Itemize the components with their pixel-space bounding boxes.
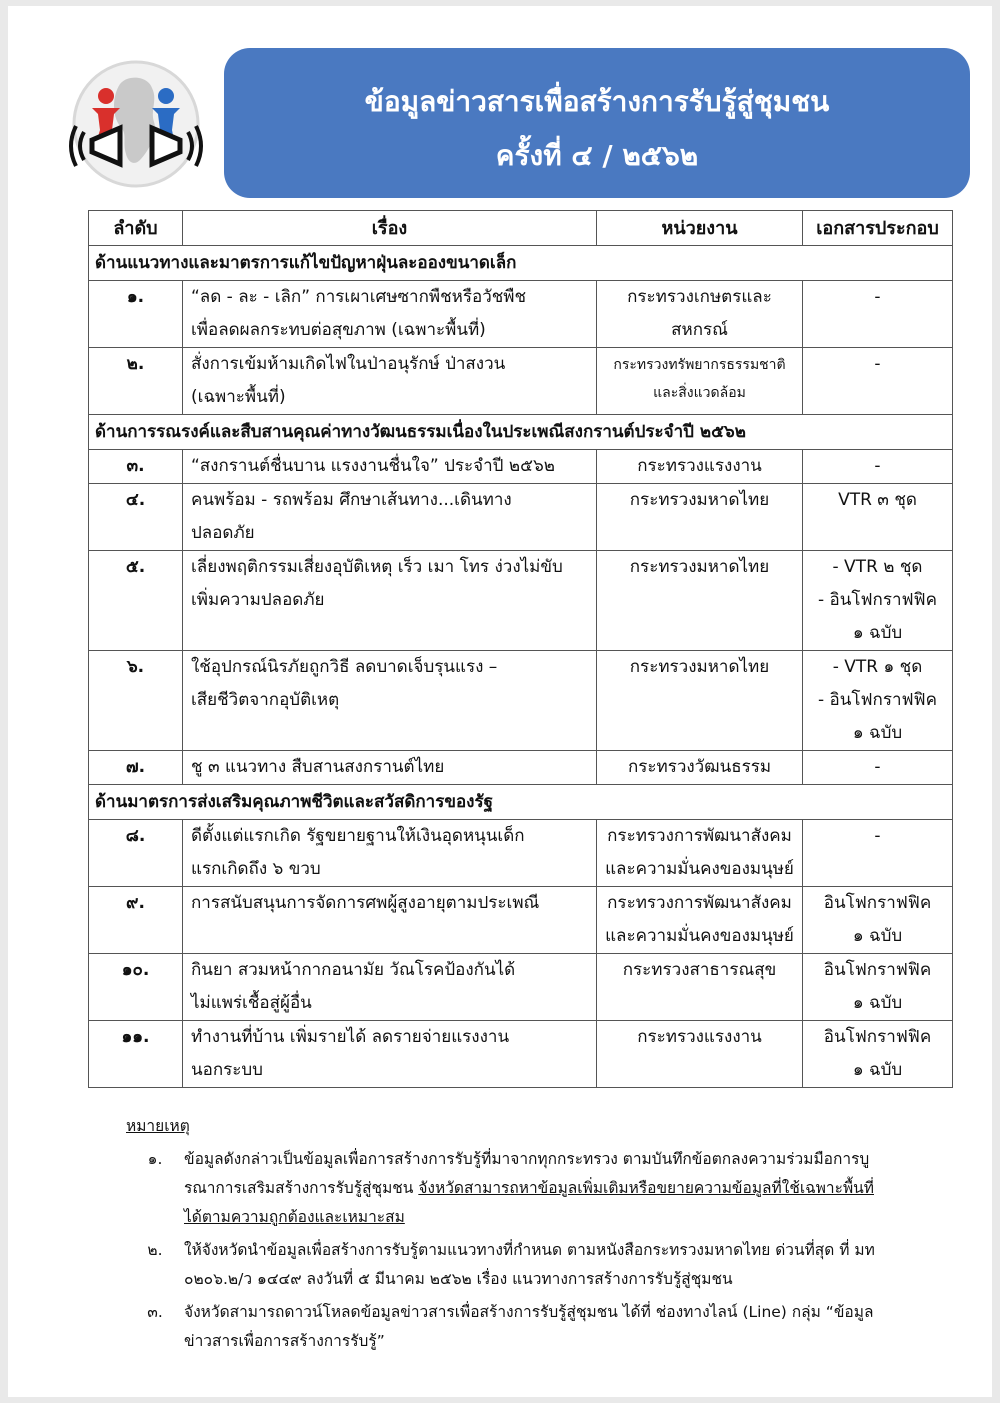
agency-line: และความมั่นคงของมนุษย์ <box>605 926 794 946</box>
attachment-line: - <box>874 354 881 374</box>
topic-line: ดีตั้งแต่แรกเกิด รัฐขยายฐานให้เงินอุดหนุนเด็ก <box>191 826 525 846</box>
table-row <box>89 348 953 415</box>
table-row <box>89 820 953 887</box>
row-topic <box>183 450 597 484</box>
remark-number: ๓. <box>147 1303 163 1321</box>
topic-line: เลี่ยงพฤติกรรมเสี่ยงอุบัติเหตุ เร็ว เมา โทร ง่วงไม่ขับ <box>191 557 563 577</box>
topic-line: เพิ่มความปลอดภัย <box>191 590 325 610</box>
column-header-order: ลำดับ <box>89 211 183 246</box>
agency-line: กระทรวงเกษตรและ <box>627 287 772 307</box>
table-row <box>89 450 953 484</box>
topic-line: ทำงานที่บ้าน เพิ่มรายได้ ลดรายจ่ายแรงงาน <box>191 1027 510 1047</box>
agency-line: กระทรวงทรัพยากรธรรมชาติ <box>613 357 786 373</box>
attachment-line: - VTR ๒ ชุด <box>832 557 923 577</box>
section-row <box>89 785 953 820</box>
attachment-line: - <box>874 287 881 307</box>
attachment-line: - อินโฟกราฟฟิค <box>818 590 937 610</box>
agency-line: กระทรวงสาธารณสุข <box>622 960 777 980</box>
topic-line: เพื่อลดผลกระทบต่อสุขภาพ (เฉพาะพื้นที่) <box>191 320 486 340</box>
row-agency <box>597 751 803 785</box>
agency-line: กระทรวงแรงงาน <box>637 1027 762 1047</box>
topic-line: นอกระบบ <box>191 1060 263 1080</box>
attachment-line: อินโฟกราฟฟิค <box>823 960 932 980</box>
topic-line: ใช้อุปกรณ์นิรภัยถูกวิธี ลดบาดเจ็บรุนแรง – <box>191 657 498 677</box>
agency-line: กระทรวงการพัฒนาสังคม <box>607 893 792 913</box>
attachment-line: ๑ ฉบับ <box>852 1060 903 1080</box>
row-number: ๙. <box>89 887 183 954</box>
remarks-section <box>126 1112 886 1360</box>
remark-text <box>184 1145 886 1232</box>
attachment-line: ๑ ฉบับ <box>852 993 903 1013</box>
attachment-line: - <box>874 757 881 777</box>
table-row <box>89 1021 953 1088</box>
topic-line: คนพร้อม - รถพร้อม ศึกษาเส้นทาง...เดินทาง <box>191 490 512 510</box>
row-attachments <box>803 551 953 651</box>
row-attachments <box>803 820 953 887</box>
row-number: ๓. <box>89 450 183 484</box>
agency-line: กระทรวงมหาดไทย <box>629 557 770 577</box>
row-topic <box>183 820 597 887</box>
attachment-line: VTR ๓ ชุด <box>838 490 917 510</box>
table-row <box>89 484 953 551</box>
row-attachments <box>803 450 953 484</box>
remark-item <box>126 1236 886 1294</box>
row-topic <box>183 484 597 551</box>
topic-line: (เฉพาะพื้นที่) <box>191 387 286 407</box>
row-number: ๒. <box>89 348 183 415</box>
row-number: ๑. <box>89 281 183 348</box>
column-header-topic: เรื่อง <box>183 211 597 246</box>
agency-line: และความมั่นคงของมนุษย์ <box>605 859 794 879</box>
agency-line: กระทรวงมหาดไทย <box>629 490 770 510</box>
page-title: ข้อมูลข่าวสารเพื่อสร้างการรับรู้สู่ชุมชน <box>364 85 830 118</box>
agency-line: กระทรวงมหาดไทย <box>629 657 770 677</box>
row-number: ๑๑. <box>89 1021 183 1088</box>
section-title: ด้านการรณรงค์และสืบสานคุณค่าทางวัฒนธรรมเนื่องในประเพณีสงกรานต์ประจำปี ๒๕๖๒ <box>89 415 953 450</box>
section-row <box>89 415 953 450</box>
column-header-attachments: เอกสารประกอบ <box>803 211 953 246</box>
row-attachments <box>803 651 953 751</box>
attachment-line: อินโฟกราฟฟิค <box>823 893 932 913</box>
attachment-line: ๑ ฉบับ <box>852 926 903 946</box>
table-row <box>89 281 953 348</box>
attachment-line: ๑ ฉบับ <box>852 723 903 743</box>
row-attachments <box>803 281 953 348</box>
remark-body: ให้จังหวัดนำข้อมูลเพื่อสร้างการรับรู้ตามแนวทางที่กำหนด ตามหนังสือกระทรวงมหาดไทย ด่วนที่สุด ที่ มท ๐๒๐๖.๒/ว ๑๔๔๙ ลงวันที่ ๕ มีนาคม ๒๕๖๒ เรื่อง แนวทางการสร้างการรับรู้สู่ชุมชน <box>184 1241 875 1288</box>
section-title: ด้านแนวทางและมาตรการแก้ไขปัญหาฝุ่นละอองขนาดเล็ก <box>89 246 953 281</box>
column-header-agency: หน่วยงาน <box>597 211 803 246</box>
agency-line: สหกรณ์ <box>671 320 728 340</box>
row-number: ๕. <box>89 551 183 651</box>
row-attachments <box>803 751 953 785</box>
row-agency <box>597 820 803 887</box>
row-number: ๔. <box>89 484 183 551</box>
attachment-line: อินโฟกราฟฟิค <box>823 1027 932 1047</box>
table-header-row <box>89 211 953 246</box>
community-megaphone-logo-icon <box>62 56 210 196</box>
remark-item <box>126 1298 886 1356</box>
row-agency <box>597 450 803 484</box>
section-row <box>89 246 953 281</box>
row-agency <box>597 348 803 415</box>
topic-line: แรกเกิดถึง ๖ ขวบ <box>191 859 321 879</box>
agency-line: กระทรวงแรงงาน <box>637 456 762 476</box>
section-title: ด้านมาตรการส่งเสริมคุณภาพชีวิตและสวัสดิการของรัฐ <box>89 785 953 820</box>
attachment-line: - อินโฟกราฟฟิค <box>818 690 937 710</box>
attachment-line: - VTR ๑ ชุด <box>832 657 923 677</box>
row-agency <box>597 551 803 651</box>
topic-line: เสียชีวิตจากอุบัติเหตุ <box>191 690 340 710</box>
row-number: ๘. <box>89 820 183 887</box>
title-banner <box>224 48 970 198</box>
remark-text <box>184 1236 886 1294</box>
row-topic <box>183 281 597 348</box>
topic-line: ไม่แพร่เชื้อสู่ผู้อื่น <box>191 993 312 1013</box>
row-agency <box>597 887 803 954</box>
table-row <box>89 887 953 954</box>
row-topic <box>183 348 597 415</box>
row-attachments <box>803 348 953 415</box>
row-topic <box>183 954 597 1021</box>
agency-line: และสิ่งแวดล้อม <box>653 385 746 401</box>
row-topic <box>183 1021 597 1088</box>
row-topic <box>183 887 597 954</box>
attachment-line: ๑ ฉบับ <box>852 623 903 643</box>
topic-line: สั่งการเข้มห้ามเกิดไฟในป่าอนุรักษ์ ป่าสงวน <box>191 354 506 374</box>
row-attachments <box>803 954 953 1021</box>
table-row <box>89 751 953 785</box>
row-number: ๗. <box>89 751 183 785</box>
row-agency <box>597 281 803 348</box>
table-row <box>89 954 953 1021</box>
row-agency <box>597 954 803 1021</box>
attachment-line: - <box>874 456 881 476</box>
remark-number: ๒. <box>147 1241 163 1259</box>
topic-line: ปลอดภัย <box>191 523 255 543</box>
remark-number: ๑. <box>147 1150 163 1168</box>
row-agency <box>597 651 803 751</box>
table-row <box>89 551 953 651</box>
topic-line: ชู ๓ แนวทาง สืบสานสงกรานต์ไทย <box>191 757 445 777</box>
row-agency <box>597 484 803 551</box>
row-topic <box>183 651 597 751</box>
topic-line: การสนับสนุนการจัดการศพผู้สูงอายุตามประเพณี <box>191 893 540 913</box>
row-topic <box>183 751 597 785</box>
row-number: ๑๐. <box>89 954 183 1021</box>
remarks-heading: หมายเหตุ <box>126 1117 190 1135</box>
attachment-line: - <box>874 826 881 846</box>
row-attachments <box>803 484 953 551</box>
remark-body: ข้อมูลดังกล่าวเป็นข้อมูลเพื่อการสร้างการรับรู้ที่มาจากทุกกระทรวง ตามบันทึกข้อตกลงความร่วมมือการบูรณาการเสริมสร้างการรับรู้สู่ชุมชน <box>184 1150 870 1197</box>
remark-underlined: จังหวัดสามารถหาข้อมูลเพิ่มเติมหรือขยายความข้อมูลที่ใช้เฉพาะพื้นที่ได้ตามความถูกต้องและเหมาะสม <box>184 1179 874 1226</box>
agency-line: กระทรวงวัฒนธรรม <box>627 757 772 777</box>
topic-line: “ลด - ละ - เลิก” การเผาเศษซากพืชหรือวัชพืช <box>191 287 527 307</box>
topic-line: กินยา สวมหน้ากากอนามัย วัณโรคป้องกันได้ <box>191 960 516 980</box>
row-agency <box>597 1021 803 1088</box>
row-attachments <box>803 1021 953 1088</box>
row-number: ๖. <box>89 651 183 751</box>
row-attachments <box>803 887 953 954</box>
table-row <box>89 651 953 751</box>
remark-item <box>126 1145 886 1232</box>
remark-body: จังหวัดสามารถดาวน์โหลดข้อมูลข่าวสารเพื่อสร้างการรับรู้สู่ชุมชน ได้ที่ ช่องทางไลน์ (Line) กลุ่ม “ข้อมูลข่าวสารเพื่อการสร้างการรับรู้” <box>184 1303 874 1350</box>
topic-line: “สงกรานต์ชื่นบาน แรงงานชื่นใจ” ประจำปี ๒๕๖๒ <box>191 456 555 476</box>
row-topic <box>183 551 597 651</box>
issue-number: ครั้งที่ ๔ / ๒๕๖๒ <box>495 139 699 172</box>
agency-line: กระทรวงการพัฒนาสังคม <box>607 826 792 846</box>
remark-text <box>184 1298 886 1356</box>
news-topics-table <box>88 210 953 1088</box>
